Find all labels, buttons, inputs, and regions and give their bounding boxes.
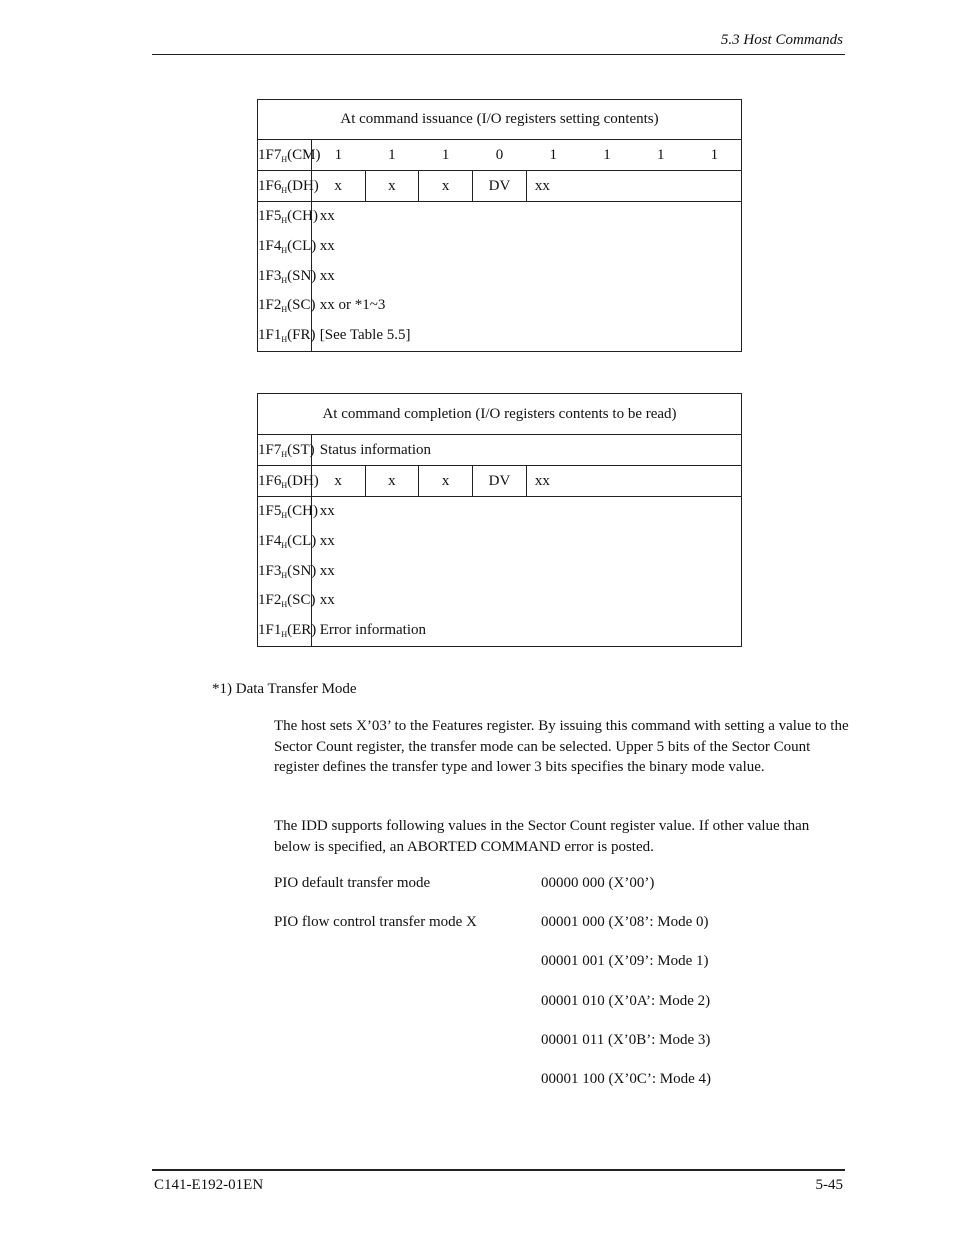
register-label: $1F2_H(SC)$ xyxy=(258,592,316,610)
register-value: Error information xyxy=(319,622,426,639)
register-value: xx xyxy=(319,208,335,225)
register-label: $1F7_H(ST)$ xyxy=(258,435,312,466)
bit-cell: DV xyxy=(473,466,527,497)
completion-register-table xyxy=(257,393,742,647)
table-row xyxy=(258,202,742,352)
register-label: $1F1_H(ER)$ xyxy=(258,622,317,640)
table-row xyxy=(258,435,742,466)
bit-cell: 1 xyxy=(526,140,580,171)
mode-value: 00000 000 (X’00’) xyxy=(541,875,655,891)
register-label: $1F6_H(DH)$ xyxy=(258,466,312,497)
bit-cell: 1 xyxy=(580,140,634,171)
document-id: C141-E192-01EN xyxy=(154,1177,264,1193)
table-row xyxy=(258,497,742,647)
page-header xyxy=(152,30,845,55)
register-label: $1F2_H(SC)$ xyxy=(258,297,316,315)
mode-label: PIO flow control transfer mode X xyxy=(274,914,477,930)
register-value: [See Table 5.5] xyxy=(319,327,411,344)
note-heading: *1) Data Transfer Mode xyxy=(212,681,357,697)
register-label: $1F3_H(SN)$ xyxy=(258,267,317,285)
table-caption: At command issuance (I/O registers setting contents) xyxy=(258,100,742,140)
bit-cell: x xyxy=(311,171,365,202)
register-label: $1F1_H(FR)$ xyxy=(258,327,316,345)
register-label: $1F4_H(CL)$ xyxy=(258,237,317,255)
register-label: $1F5_H(CH)$ xyxy=(258,503,318,521)
bit-cell: 1 xyxy=(419,140,473,171)
mode-value: 00001 001 (X’09’: Mode 1) xyxy=(541,953,709,969)
register-value: xx xyxy=(319,562,335,579)
note-paragraph: The host sets X’03’ to the Features register. By issuing this command with setting a value to the Sector Count register, the transfer mode can be selected. Upper 5 bits of the Sector Count register defines the transfer type and lower 3 bits specifies the binary mode value. xyxy=(274,718,849,775)
table-row xyxy=(258,466,742,497)
table-caption: At command completion (I/O registers contents to be read) xyxy=(258,394,742,435)
bit-cell: 1 xyxy=(634,140,688,171)
bit-cell: 1 xyxy=(365,140,419,171)
register-label: $1F7_H(CM)$ xyxy=(258,140,312,171)
register-label: $1F6_H(DH)$ xyxy=(258,171,312,202)
mode-value: 00001 011 (X’0B’: Mode 3) xyxy=(541,1032,711,1048)
mode-value: 00001 010 (X’0A’: Mode 2) xyxy=(541,993,711,1009)
bit-cell: x xyxy=(365,171,419,202)
page-number: 5-45 xyxy=(815,1177,843,1193)
register-label: $1F4_H(CL)$ xyxy=(258,532,317,550)
register-value: Status information xyxy=(311,435,741,466)
section-title: 5.3 Host Commands xyxy=(720,32,843,48)
register-label: $1F5_H(CH)$ xyxy=(258,208,318,226)
register-value: xx xyxy=(319,592,335,609)
bit-cell: DV xyxy=(473,171,527,202)
register-value: xx xyxy=(319,503,335,520)
mode-value: 00001 000 (X’08’: Mode 0) xyxy=(541,914,709,930)
register-value-group xyxy=(311,497,741,647)
register-value: xx xyxy=(319,532,335,549)
table-row xyxy=(258,140,742,171)
bit-cell: 1 xyxy=(688,140,742,171)
table-row xyxy=(258,171,742,202)
note-paragraph: The IDD supports following values in the Sector Count register value. If other value than below is specified, an ABORTED COMMAND error is posted. xyxy=(274,818,810,855)
bit-cell: x xyxy=(419,466,473,497)
bit-cell: 1 xyxy=(311,140,365,171)
register-value: xx or *1~3 xyxy=(319,297,386,314)
register-value: xx xyxy=(319,267,335,284)
bit-cell: x xyxy=(311,466,365,497)
mode-value: 00001 100 (X’0C’: Mode 4) xyxy=(541,1071,711,1087)
bit-cell: xx xyxy=(526,171,741,202)
bit-cell: x xyxy=(419,171,473,202)
register-label-group xyxy=(258,202,318,352)
register-value: xx xyxy=(319,237,335,254)
mode-label: PIO default transfer mode xyxy=(274,875,431,891)
issuance-register-table xyxy=(257,99,742,352)
bit-cell: 0 xyxy=(473,140,527,171)
bit-cell: x xyxy=(365,466,419,497)
bit-cell: xx xyxy=(526,466,741,497)
page-footer xyxy=(152,1169,845,1193)
register-label-group xyxy=(258,497,318,647)
register-label: $1F3_H(SN)$ xyxy=(258,562,317,580)
register-value-group xyxy=(311,202,741,352)
